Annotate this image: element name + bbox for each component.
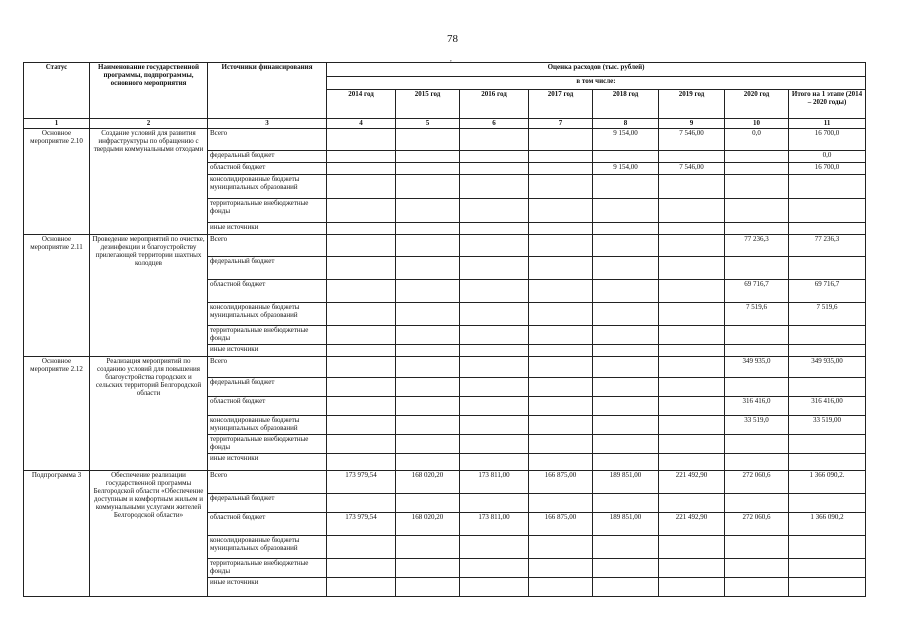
header-year: 2017 год bbox=[529, 90, 593, 119]
column-number: 8 bbox=[593, 119, 659, 129]
table-row bbox=[24, 129, 866, 151]
amount-cell bbox=[460, 235, 529, 257]
table-body bbox=[24, 129, 866, 597]
amount-cell bbox=[593, 235, 659, 257]
row-status: Подпрограмма 3 bbox=[24, 471, 90, 597]
amount-cell bbox=[659, 559, 725, 578]
header-year: 2016 год bbox=[460, 90, 529, 119]
amount-cell: 9 154,00 bbox=[593, 129, 659, 151]
amount-cell bbox=[659, 326, 725, 345]
amount-cell bbox=[659, 257, 725, 280]
amount-cell bbox=[593, 345, 659, 357]
amount-cell bbox=[725, 494, 789, 513]
funding-source: федеральный бюджет bbox=[208, 151, 327, 163]
amount-cell bbox=[460, 326, 529, 345]
funding-source: территориальные внебюджетные фонды bbox=[208, 326, 327, 345]
amount-cell bbox=[327, 303, 396, 326]
amount-cell bbox=[659, 175, 725, 199]
amount-cell: 173 979,54 bbox=[327, 471, 396, 494]
amount-cell bbox=[529, 175, 593, 199]
header-status: Статус bbox=[24, 63, 90, 119]
amount-cell bbox=[529, 280, 593, 303]
amount-cell bbox=[725, 151, 789, 163]
amount-cell bbox=[396, 235, 460, 257]
amount-cell: 77 236,3 bbox=[789, 235, 866, 257]
column-number: 9 bbox=[659, 119, 725, 129]
amount-cell bbox=[327, 397, 396, 416]
amount-cell bbox=[327, 163, 396, 175]
amount-cell bbox=[593, 326, 659, 345]
amount-cell bbox=[789, 378, 866, 397]
amount-cell bbox=[659, 536, 725, 559]
amount-cell bbox=[593, 378, 659, 397]
amount-cell bbox=[659, 416, 725, 435]
amount-cell bbox=[659, 345, 725, 357]
column-number: 5 bbox=[396, 119, 460, 129]
amount-cell bbox=[789, 223, 866, 235]
amount-cell bbox=[529, 326, 593, 345]
amount-cell bbox=[460, 345, 529, 357]
amount-cell bbox=[396, 163, 460, 175]
amount-cell bbox=[529, 578, 593, 597]
amount-cell bbox=[327, 454, 396, 471]
amount-cell bbox=[529, 416, 593, 435]
amount-cell bbox=[396, 494, 460, 513]
amount-cell: 168 020,20 bbox=[396, 513, 460, 536]
row-status: Основное мероприятие 2.12 bbox=[24, 357, 90, 471]
amount-cell bbox=[396, 151, 460, 163]
amount-cell bbox=[593, 357, 659, 378]
amount-cell bbox=[396, 175, 460, 199]
amount-cell bbox=[593, 175, 659, 199]
scan-mark: , bbox=[450, 55, 452, 63]
amount-cell bbox=[529, 303, 593, 326]
amount-cell bbox=[460, 559, 529, 578]
amount-cell: 1 366 090,2 bbox=[789, 513, 866, 536]
table-row bbox=[24, 235, 866, 257]
amount-cell bbox=[529, 397, 593, 416]
amount-cell bbox=[789, 345, 866, 357]
amount-cell bbox=[396, 326, 460, 345]
amount-cell bbox=[327, 416, 396, 435]
amount-cell bbox=[659, 199, 725, 223]
header-including: в том числе: bbox=[327, 77, 866, 90]
amount-cell: 272 060,6 bbox=[725, 513, 789, 536]
amount-cell bbox=[593, 257, 659, 280]
amount-cell bbox=[725, 257, 789, 280]
amount-cell bbox=[327, 345, 396, 357]
funding-source: консолидированные бюджеты муниципальных образований bbox=[208, 175, 327, 199]
amount-cell: 33 519,00 bbox=[789, 416, 866, 435]
amount-cell bbox=[529, 559, 593, 578]
amount-cell bbox=[460, 163, 529, 175]
header-year: 2014 год bbox=[327, 90, 396, 119]
funding-source: консолидированные бюджеты муниципальных образований bbox=[208, 416, 327, 435]
amount-cell bbox=[789, 454, 866, 471]
amount-cell bbox=[659, 454, 725, 471]
amount-cell bbox=[789, 494, 866, 513]
amount-cell bbox=[659, 378, 725, 397]
amount-cell bbox=[460, 416, 529, 435]
funding-source: консолидированные бюджеты муниципальных образований bbox=[208, 536, 327, 559]
amount-cell bbox=[593, 151, 659, 163]
amount-cell bbox=[396, 435, 460, 454]
amount-cell bbox=[327, 151, 396, 163]
amount-cell bbox=[396, 223, 460, 235]
amount-cell: 272 060,6 bbox=[725, 471, 789, 494]
amount-cell bbox=[659, 494, 725, 513]
funding-source: федеральный бюджет bbox=[208, 378, 327, 397]
amount-cell bbox=[396, 257, 460, 280]
funding-source: Всего bbox=[208, 357, 327, 378]
amount-cell bbox=[460, 435, 529, 454]
amount-cell: 7 519,6 bbox=[725, 303, 789, 326]
amount-cell: 349 935,00 bbox=[789, 357, 866, 378]
amount-cell bbox=[396, 397, 460, 416]
budget-table bbox=[23, 62, 866, 597]
amount-cell bbox=[460, 454, 529, 471]
amount-cell bbox=[396, 416, 460, 435]
amount-cell bbox=[789, 257, 866, 280]
amount-cell: 168 020,20 bbox=[396, 471, 460, 494]
amount-cell bbox=[529, 257, 593, 280]
header-name: Наименование государственной программы, подпрограммы, основного мероприятия bbox=[90, 63, 208, 119]
amount-cell: 7 546,00 bbox=[659, 129, 725, 151]
column-number: 4 bbox=[327, 119, 396, 129]
amount-cell: 316 416,0 bbox=[725, 397, 789, 416]
amount-cell: 69 716,7 bbox=[789, 280, 866, 303]
amount-cell bbox=[460, 129, 529, 151]
column-number: 6 bbox=[460, 119, 529, 129]
amount-cell bbox=[659, 435, 725, 454]
amount-cell bbox=[327, 378, 396, 397]
amount-cell bbox=[529, 129, 593, 151]
amount-cell bbox=[529, 163, 593, 175]
amount-cell bbox=[327, 257, 396, 280]
amount-cell bbox=[725, 326, 789, 345]
funding-source: территориальные внебюджетные фонды bbox=[208, 559, 327, 578]
amount-cell bbox=[725, 199, 789, 223]
amount-cell bbox=[396, 378, 460, 397]
amount-cell: 316 416,00 bbox=[789, 397, 866, 416]
amount-cell bbox=[396, 280, 460, 303]
amount-cell bbox=[789, 559, 866, 578]
amount-cell bbox=[327, 175, 396, 199]
amount-cell bbox=[725, 559, 789, 578]
amount-cell: 189 851,00 bbox=[593, 471, 659, 494]
amount-cell bbox=[529, 378, 593, 397]
amount-cell bbox=[789, 326, 866, 345]
amount-cell bbox=[396, 536, 460, 559]
header-source: Источники финансирования bbox=[208, 63, 327, 119]
amount-cell: 16 700,0 bbox=[789, 129, 866, 151]
funding-source: территориальные внебюджетные фонды bbox=[208, 435, 327, 454]
amount-cell bbox=[789, 578, 866, 597]
amount-cell bbox=[396, 129, 460, 151]
amount-cell bbox=[460, 257, 529, 280]
funding-source: консолидированные бюджеты муниципальных образований bbox=[208, 303, 327, 326]
amount-cell: 7 546,00 bbox=[659, 163, 725, 175]
funding-source: федеральный бюджет bbox=[208, 257, 327, 280]
amount-cell: 9 154,00 bbox=[593, 163, 659, 175]
amount-cell bbox=[593, 494, 659, 513]
amount-cell bbox=[659, 235, 725, 257]
amount-cell bbox=[659, 151, 725, 163]
amount-cell: 0,0 bbox=[725, 129, 789, 151]
funding-source: областной бюджет bbox=[208, 513, 327, 536]
funding-source: областной бюджет bbox=[208, 280, 327, 303]
amount-cell bbox=[659, 303, 725, 326]
amount-cell bbox=[460, 357, 529, 378]
amount-cell bbox=[460, 397, 529, 416]
amount-cell: 1 366 090,2. bbox=[789, 471, 866, 494]
amount-cell: 221 492,90 bbox=[659, 513, 725, 536]
funding-source: Всего bbox=[208, 129, 327, 151]
amount-cell bbox=[529, 235, 593, 257]
amount-cell bbox=[460, 303, 529, 326]
amount-cell bbox=[593, 416, 659, 435]
amount-cell: 221 492,90 bbox=[659, 471, 725, 494]
amount-cell bbox=[327, 129, 396, 151]
amount-cell: 166 875,00 bbox=[529, 513, 593, 536]
amount-cell bbox=[529, 223, 593, 235]
header-year: 2020 год bbox=[725, 90, 789, 119]
amount-cell bbox=[327, 578, 396, 597]
table-row bbox=[24, 471, 866, 494]
amount-cell bbox=[529, 345, 593, 357]
header-year: 2015 год bbox=[396, 90, 460, 119]
amount-cell bbox=[529, 435, 593, 454]
amount-cell bbox=[327, 280, 396, 303]
amount-cell bbox=[529, 357, 593, 378]
amount-cell bbox=[593, 578, 659, 597]
amount-cell bbox=[396, 559, 460, 578]
funding-source: Всего bbox=[208, 235, 327, 257]
amount-cell bbox=[593, 397, 659, 416]
amount-cell bbox=[725, 163, 789, 175]
amount-cell bbox=[593, 559, 659, 578]
row-name: Создание условий для развития инфраструктуры по обращению с твердыми коммунальными отходами bbox=[90, 129, 208, 235]
column-number: 7 bbox=[529, 119, 593, 129]
amount-cell bbox=[593, 435, 659, 454]
amount-cell bbox=[327, 223, 396, 235]
amount-cell bbox=[460, 494, 529, 513]
header-estimate: Оценка расходов (тыс. рублей) bbox=[327, 63, 866, 77]
column-number: 1 bbox=[24, 119, 90, 129]
amount-cell bbox=[327, 235, 396, 257]
amount-cell bbox=[593, 536, 659, 559]
amount-cell bbox=[460, 378, 529, 397]
amount-cell bbox=[529, 494, 593, 513]
funding-source: областной бюджет bbox=[208, 397, 327, 416]
amount-cell: 7 519,6 bbox=[789, 303, 866, 326]
table-row bbox=[24, 357, 866, 378]
header-total: Итого на 1 этапе (2014 – 2020 годы) bbox=[789, 90, 866, 119]
amount-cell: 0,0 bbox=[789, 151, 866, 163]
amount-cell bbox=[327, 199, 396, 223]
row-name: Обеспечение реализации государственной программы Белгородской области «Обеспечение доступным и комфортным жильем и коммунальными услугами жителей Белгородской области» bbox=[90, 471, 208, 597]
header-year: 2018 год bbox=[593, 90, 659, 119]
amount-cell bbox=[789, 435, 866, 454]
amount-cell bbox=[327, 326, 396, 345]
funding-source: иные источники bbox=[208, 578, 327, 597]
funding-source: Всего bbox=[208, 471, 327, 494]
amount-cell bbox=[593, 303, 659, 326]
amount-cell bbox=[460, 151, 529, 163]
amount-cell bbox=[529, 199, 593, 223]
amount-cell: 173 979,54 bbox=[327, 513, 396, 536]
amount-cell bbox=[396, 345, 460, 357]
amount-cell bbox=[725, 345, 789, 357]
amount-cell bbox=[725, 536, 789, 559]
row-status: Основное мероприятие 2.10 bbox=[24, 129, 90, 235]
row-name: Проведение мероприятий по очистке, дезинфекции и благоустройству прилегающей территории шахтных колодцев bbox=[90, 235, 208, 357]
column-number: 3 bbox=[208, 119, 327, 129]
amount-cell bbox=[396, 454, 460, 471]
amount-cell bbox=[593, 199, 659, 223]
amount-cell bbox=[529, 151, 593, 163]
amount-cell bbox=[327, 494, 396, 513]
amount-cell bbox=[659, 280, 725, 303]
amount-cell bbox=[460, 175, 529, 199]
amount-cell bbox=[593, 223, 659, 235]
amount-cell bbox=[593, 280, 659, 303]
amount-cell: 16 700,0 bbox=[789, 163, 866, 175]
amount-cell bbox=[725, 578, 789, 597]
amount-cell bbox=[460, 223, 529, 235]
amount-cell bbox=[659, 397, 725, 416]
amount-cell bbox=[725, 223, 789, 235]
amount-cell: 69 716,7 bbox=[725, 280, 789, 303]
funding-source: иные источники bbox=[208, 454, 327, 471]
amount-cell bbox=[659, 357, 725, 378]
page-number: 78 bbox=[447, 33, 458, 45]
amount-cell: 173 811,00 bbox=[460, 471, 529, 494]
amount-cell bbox=[460, 536, 529, 559]
amount-cell bbox=[327, 559, 396, 578]
amount-cell bbox=[789, 199, 866, 223]
amount-cell: 349 935,0 bbox=[725, 357, 789, 378]
amount-cell: 33 519,0 bbox=[725, 416, 789, 435]
funding-source: иные источники bbox=[208, 223, 327, 235]
column-number: 11 bbox=[789, 119, 866, 129]
header-year: 2019 год bbox=[659, 90, 725, 119]
amount-cell bbox=[659, 578, 725, 597]
column-number: 2 bbox=[90, 119, 208, 129]
amount-cell: 77 236,3 bbox=[725, 235, 789, 257]
amount-cell bbox=[460, 578, 529, 597]
amount-cell: 166 875,00 bbox=[529, 471, 593, 494]
funding-source: территориальные внебюджетные фонды bbox=[208, 199, 327, 223]
amount-cell: 189 851,00 bbox=[593, 513, 659, 536]
column-number: 10 bbox=[725, 119, 789, 129]
amount-cell bbox=[396, 199, 460, 223]
amount-cell bbox=[460, 199, 529, 223]
row-status: Основное мероприятие 2.11 bbox=[24, 235, 90, 357]
amount-cell bbox=[396, 357, 460, 378]
amount-cell bbox=[529, 536, 593, 559]
amount-cell bbox=[396, 578, 460, 597]
funding-source: федеральный бюджет bbox=[208, 494, 327, 513]
amount-cell bbox=[593, 454, 659, 471]
funding-source: иные источники bbox=[208, 345, 327, 357]
amount-cell: 173 811,00 bbox=[460, 513, 529, 536]
amount-cell bbox=[789, 175, 866, 199]
amount-cell bbox=[396, 303, 460, 326]
amount-cell bbox=[659, 223, 725, 235]
amount-cell bbox=[327, 357, 396, 378]
amount-cell bbox=[725, 454, 789, 471]
amount-cell bbox=[460, 280, 529, 303]
funding-source: областной бюджет bbox=[208, 163, 327, 175]
amount-cell bbox=[327, 435, 396, 454]
amount-cell bbox=[529, 454, 593, 471]
amount-cell bbox=[725, 435, 789, 454]
column-number-row bbox=[24, 119, 866, 129]
amount-cell bbox=[327, 536, 396, 559]
amount-cell bbox=[725, 378, 789, 397]
row-name: Реализация мероприятий по созданию условий для повышения благоустройства городских и сельских территорий Белгородской области bbox=[90, 357, 208, 471]
amount-cell bbox=[789, 536, 866, 559]
amount-cell bbox=[725, 175, 789, 199]
